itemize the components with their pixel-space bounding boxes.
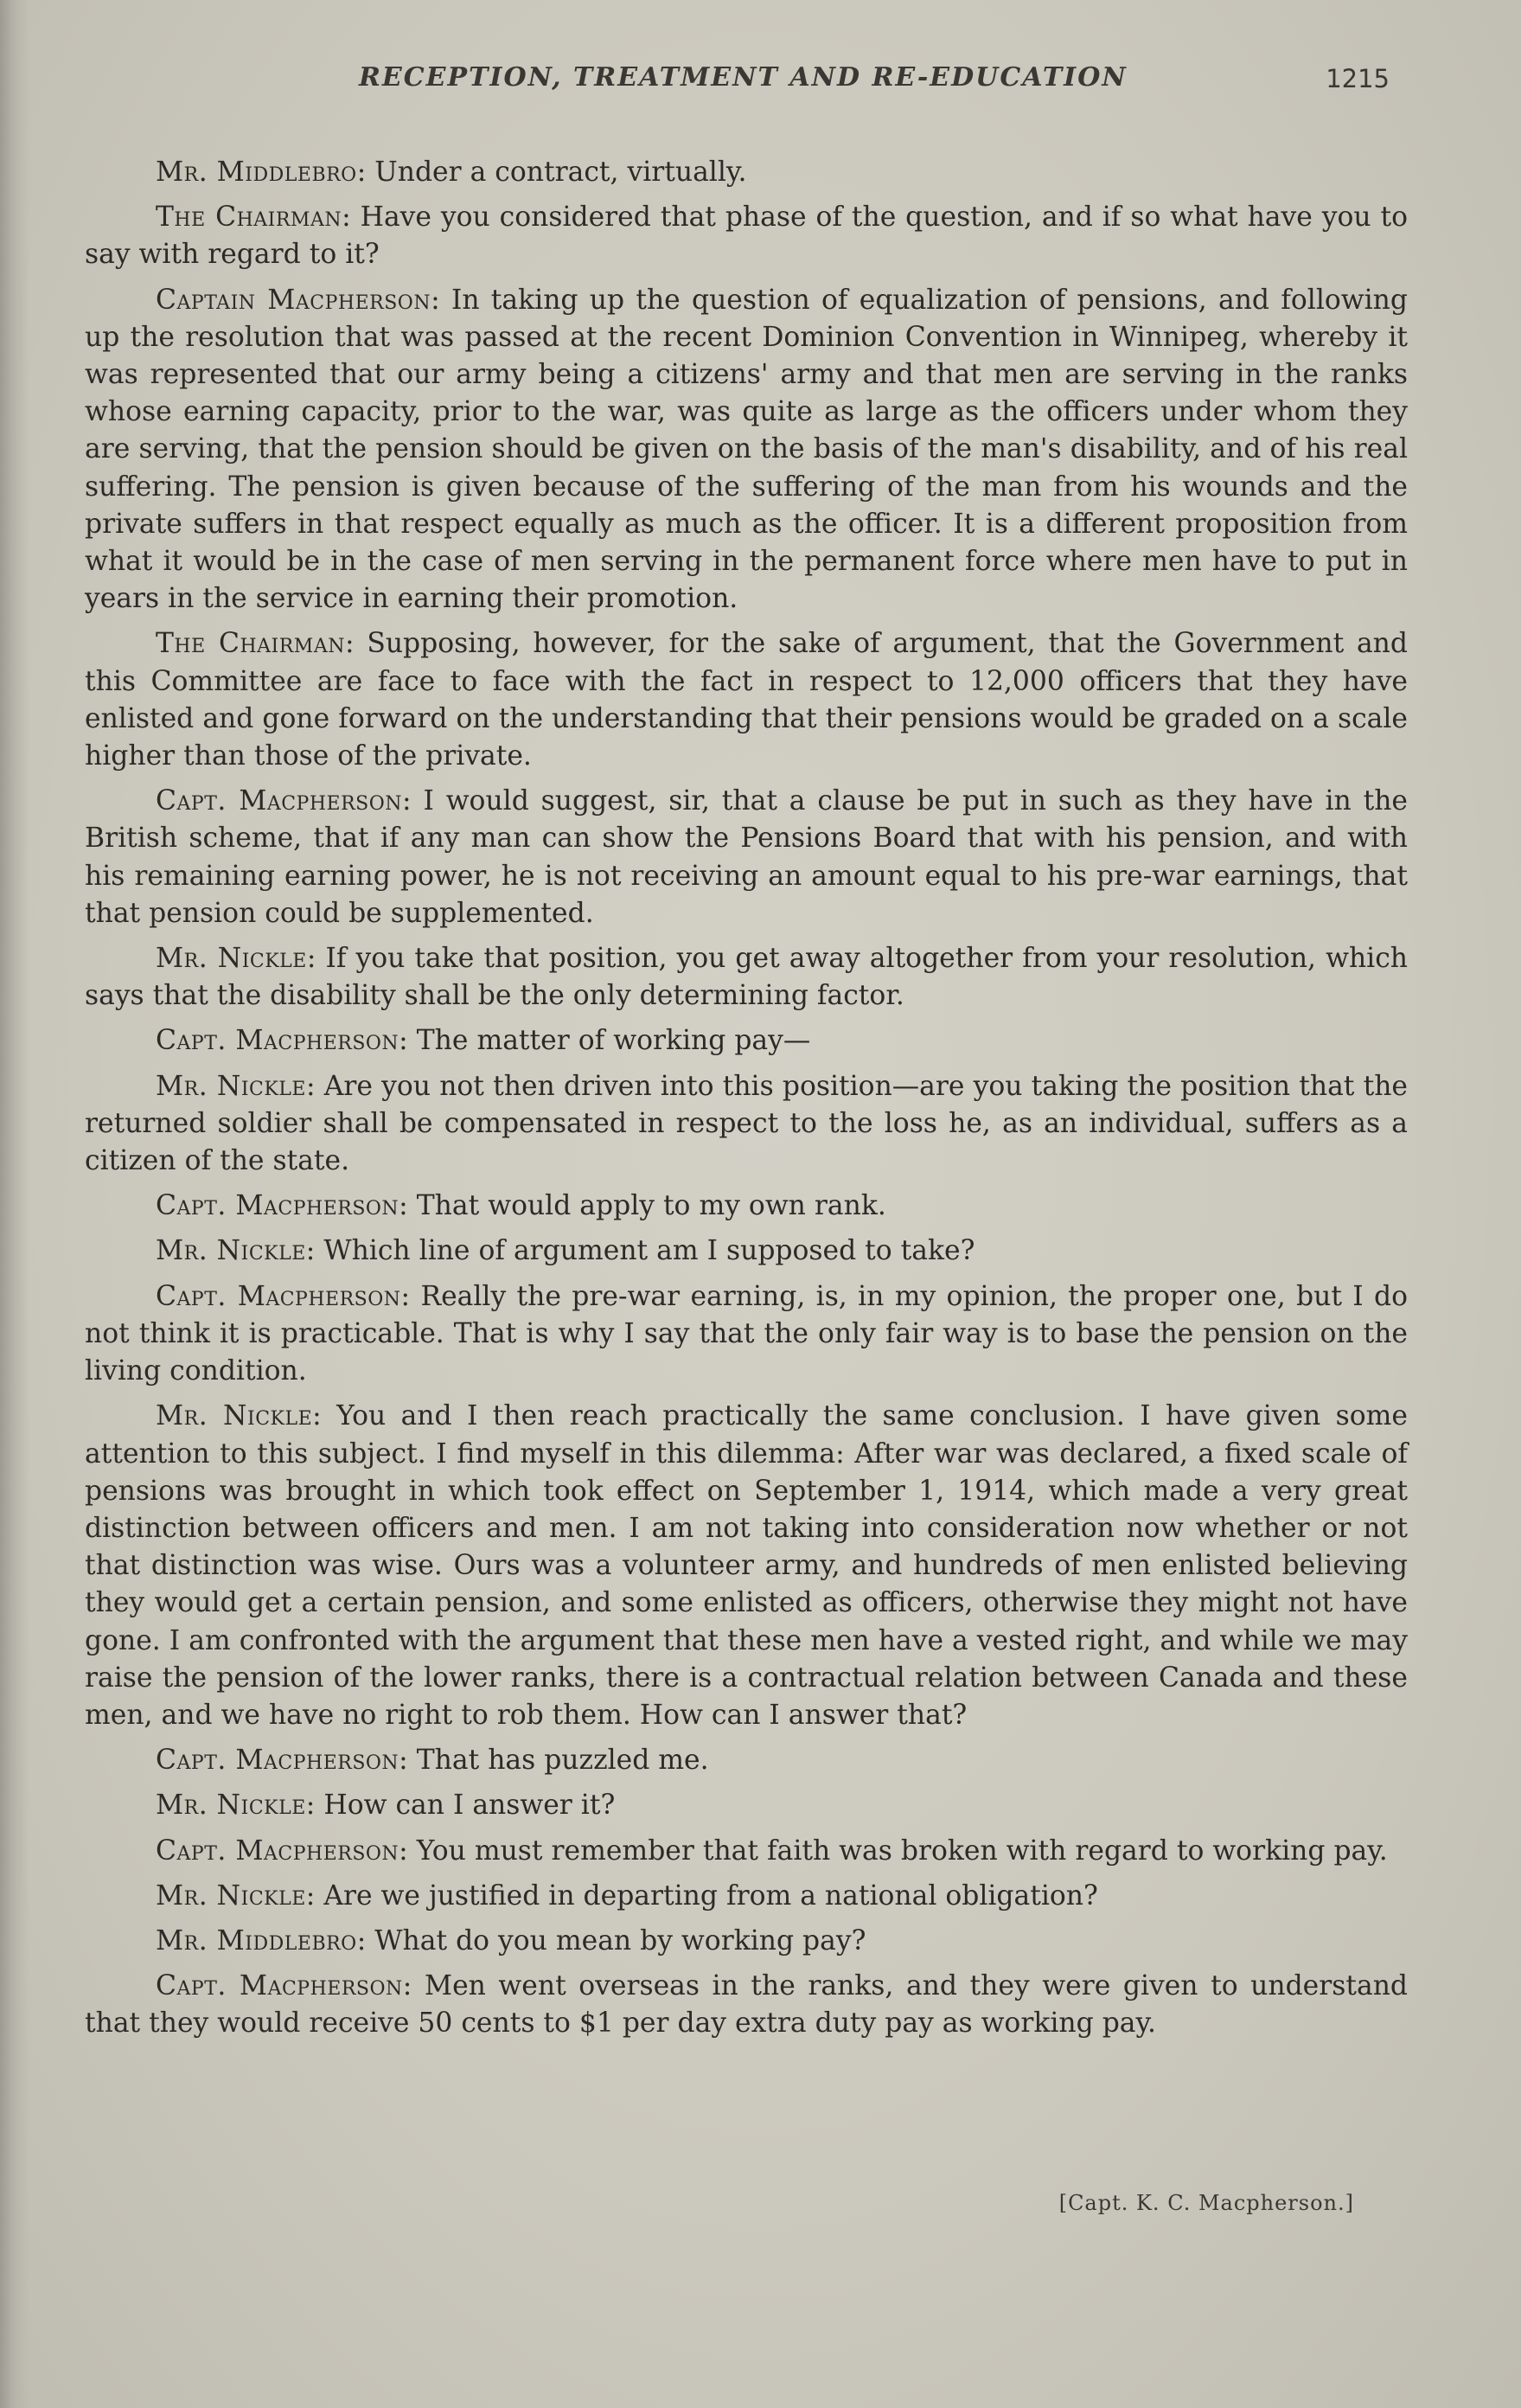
paragraph-text: Men went overseas in the ranks, and they were given to understand that they would receive 50 cents to $1 per day extra duty pay as working pay.: [85, 1970, 1409, 2040]
paragraph: The Chairman: Supposing, however, for the sake of argument, that the Government and this Committee are face to face with the fact in respect to 12,000 officers that they have enlisted and gone forward on the understanding that their pensions would be graded on a scale higher than those of the private.: [85, 628, 1408, 772]
paragraph-text: That has puzzled me.: [416, 1745, 709, 1777]
page-header: [82, 62, 1414, 106]
speaker-name: Capt. Macpherson: [156, 1745, 399, 1777]
binding-shadow: [0, 0, 29, 2408]
running-title: RECEPTION, TREATMENT AND RE-EDUCATION: [359, 62, 1128, 93]
speaker-name: Capt. Macpherson: [156, 1835, 399, 1867]
paragraph: Capt. Macpherson: You must remember that faith was broken with regard to working pay.: [156, 1835, 1388, 1867]
paragraph: The Chairman: Have you considered that phase of the question, and if so what have you to say with regard to it?: [85, 202, 1408, 271]
paragraph-text: I would suggest, sir, that a clause be put in such as they have in the British scheme, that if any man can show the Pensions Board that with his pension, and with his remaining earning power, he is not receiving an amount equal to his pre-war earnings, that that pension could be supplemented.: [85, 785, 1408, 929]
paragraph-text: Which line of argument am I supposed to take?: [323, 1235, 975, 1267]
speaker-name: Capt. Macpherson: [156, 1280, 401, 1312]
paragraph-text: That would apply to my own rank.: [416, 1190, 886, 1222]
page-number: 1215: [1326, 64, 1390, 93]
paragraph-text: If you take that position, you get away altogether from your resolution, which says that the disability shall be the only determining factor.: [85, 943, 1408, 1012]
paragraph-text: You must remember that faith was broken with regard to working pay.: [416, 1835, 1388, 1867]
speaker-name: The Chairman: [156, 202, 342, 234]
paragraph: Captain Macpherson: In taking up the question of equalization of pensions, and following up the resolution that was passed at the recent Dominion Convention in Winnipeg, whereby it was represented that our army being a citizens' army and that men are serving in the ranks whose earning capacity, prior to the war, was quite as large as the officers under whom they are serving, that the pension should be given on the basis of the man's disability, and of his real suffering. The pension is given because of the suffering of the man from his wounds and the private suffers in that respect equally as much as the officer. It is a different proposition from what it would be in the case of men serving in the permanent force where men have to put in years in the service in earning their promotion.: [85, 284, 1408, 615]
speaker-name: Capt. Macpherson: [156, 1970, 403, 2002]
speaker-name: Mr. Nickle: [156, 1400, 313, 1432]
speaker-name: Capt. Macpherson: [156, 1025, 399, 1057]
speaker-name: Capt. Macpherson: [156, 1190, 399, 1222]
paragraph: Mr. Nickle: Which line of argument am I supposed to take?: [156, 1235, 975, 1267]
paragraph-text: In taking up the question of equalization of pensions, and following up the resolution that was passed at the recent Dominion Convention in Winnipeg, whereby it was represented that our army being a citizens' army and that men are serving in the ranks whose earning capacity, prior to the war, was quite as large as the officers under whom they are serving, that the pension should be given on the basis of the man's disability, and of his real suffering. The pension is given because of the suffering of the man from his wounds and the private suffers in that respect equally as much as the officer. It is a different proposition from what it would be in the case of men serving in the permanent force where men have to put in years in the service in earning their promotion.: [85, 284, 1408, 615]
speaker-name: Mr. Middlebro: [156, 1924, 357, 1956]
speaker-name: The Chairman: [156, 628, 345, 660]
paragraph-text: How can I answer it?: [323, 1790, 616, 1822]
paragraph: Mr. Nickle: How can I answer it?: [156, 1790, 616, 1822]
paragraph: Mr. Middlebro: Under a contract, virtually.: [156, 157, 747, 188]
speaker-name: Mr. Middlebro: [156, 157, 357, 188]
paragraph-text: Are we justified in departing from a national obligation?: [323, 1880, 1098, 1912]
paragraph: Capt. Macpherson: Really the pre-war earning, is, in my opinion, the proper one, but I do not think it is practicable. That is why I say that the only fair way is to base the pension on the living condition.: [85, 1280, 1409, 1387]
speaker-name: Mr. Nickle: [156, 1070, 306, 1102]
paragraph: Mr. Nickle: If you take that position, you get away altogether from your resolution, which says that the disability shall be the only determining factor.: [85, 943, 1408, 1012]
speaker-name: Capt. Macpherson: [156, 785, 403, 817]
speaker-name: Mr. Nickle: [156, 1235, 306, 1267]
paragraph: Capt. Macpherson: That would apply to my own rank.: [156, 1190, 886, 1222]
witness-attribution: [Capt. K. C. Macpherson.]: [1058, 2191, 1354, 2215]
paragraph: Mr. Middlebro: What do you mean by working pay?: [156, 1924, 866, 1956]
paragraph-text: Really the pre-war earning, is, in my opinion, the proper one, but I do not think it is practicable. That is why I say that the only fair way is to base the pension on the living condition.: [85, 1280, 1409, 1387]
paragraph: Capt. Macpherson: The matter of working pay—: [156, 1025, 811, 1057]
paragraph: Mr. Nickle: You and I then reach practically the same conclusion. I have given some attention to this subject. I find myself in this dilemma: After war was declared, a fixed scale of pensions was brought in which took effect on September 1, 1914, which made a very great distinction between officers and men. I am not taking into consideration now whether or not that distinction was wise. Ours was a volunteer army, and hundreds of men enlisted believing they would get a certain pension, and some enlisted as officers, otherwise they might not have gone. I am confronted with the argument that these men have a vested right, and while we may raise the pension of the lower ranks, there is a contractual relation between Canada and these men, and we have no right to rob them. How can I answer that?: [85, 1400, 1408, 1731]
speaker-name: Mr. Nickle: [156, 1880, 306, 1912]
paragraph-text: What do you mean by working pay?: [374, 1924, 866, 1956]
paragraph: Mr. Nickle: Are you not then driven into this position—are you taking the position that the returned soldier shall be compensated in respect to the loss he, as an individual, suffers as a citizen of the state.: [85, 1070, 1408, 1177]
paragraph-text: Are you not then driven into this position—are you taking the position that the returned soldier shall be compensated in respect to the loss he, as an individual, suffers as a citizen of the state.: [85, 1070, 1408, 1177]
paragraph-text: Have you considered that phase of the question, and if so what have you to say with regard to it?: [85, 202, 1408, 271]
paragraph: Capt. Macpherson: Men went overseas in the ranks, and they were given to understand that they would receive 50 cents to $1 per day extra duty pay as working pay.: [85, 1970, 1409, 2040]
speaker-name: Mr. Nickle: [156, 943, 307, 975]
paragraph: Capt. Macpherson: That has puzzled me.: [156, 1745, 709, 1777]
paragraph-text: Supposing, however, for the sake of argument, that the Government and this Committee are face to face with the fact in respect to 12,000 officers that they have enlisted and gone forward on the understanding that their pensions would be graded on a scale higher than those of the private.: [85, 628, 1408, 772]
paragraph: Mr. Nickle: Are we justified in departing from a national obligation?: [156, 1880, 1098, 1912]
paragraph-text: Under a contract, virtually.: [374, 157, 747, 188]
paragraph: Capt. Macpherson: I would suggest, sir, that a clause be put in such as they have in the British scheme, that if any man can show the Pensions Board that with his pension, and with his remaining earning power, he is not receiving an amount equal to his pre-war earnings, that that pension could be supplemented.: [85, 785, 1408, 929]
testimony-body: [85, 154, 1408, 2051]
paragraph-text: The matter of working pay—: [416, 1025, 811, 1057]
paragraph-text: You and I then reach practically the same conclusion. I have given some attention to this subject. I find myself in this dilemma: After war was declared, a fixed scale of pensions was brought in which took effect on September 1, 1914, which made a very great distinction between officers and men. I am not taking into consideration now whether or not that distinction was wise. Ours was a volunteer army, and hundreds of men enlisted believing they would get a certain pension, and some enlisted as officers, otherwise they might not have gone. I am confronted with the argument that these men have a vested right, and while we may raise the pension of the lower ranks, there is a contractual relation between Canada and these men, and we have no right to rob them. How can I answer that?: [85, 1400, 1408, 1731]
speaker-name: Captain Macpherson: [156, 284, 431, 316]
speaker-name: Mr. Nickle: [156, 1790, 306, 1822]
